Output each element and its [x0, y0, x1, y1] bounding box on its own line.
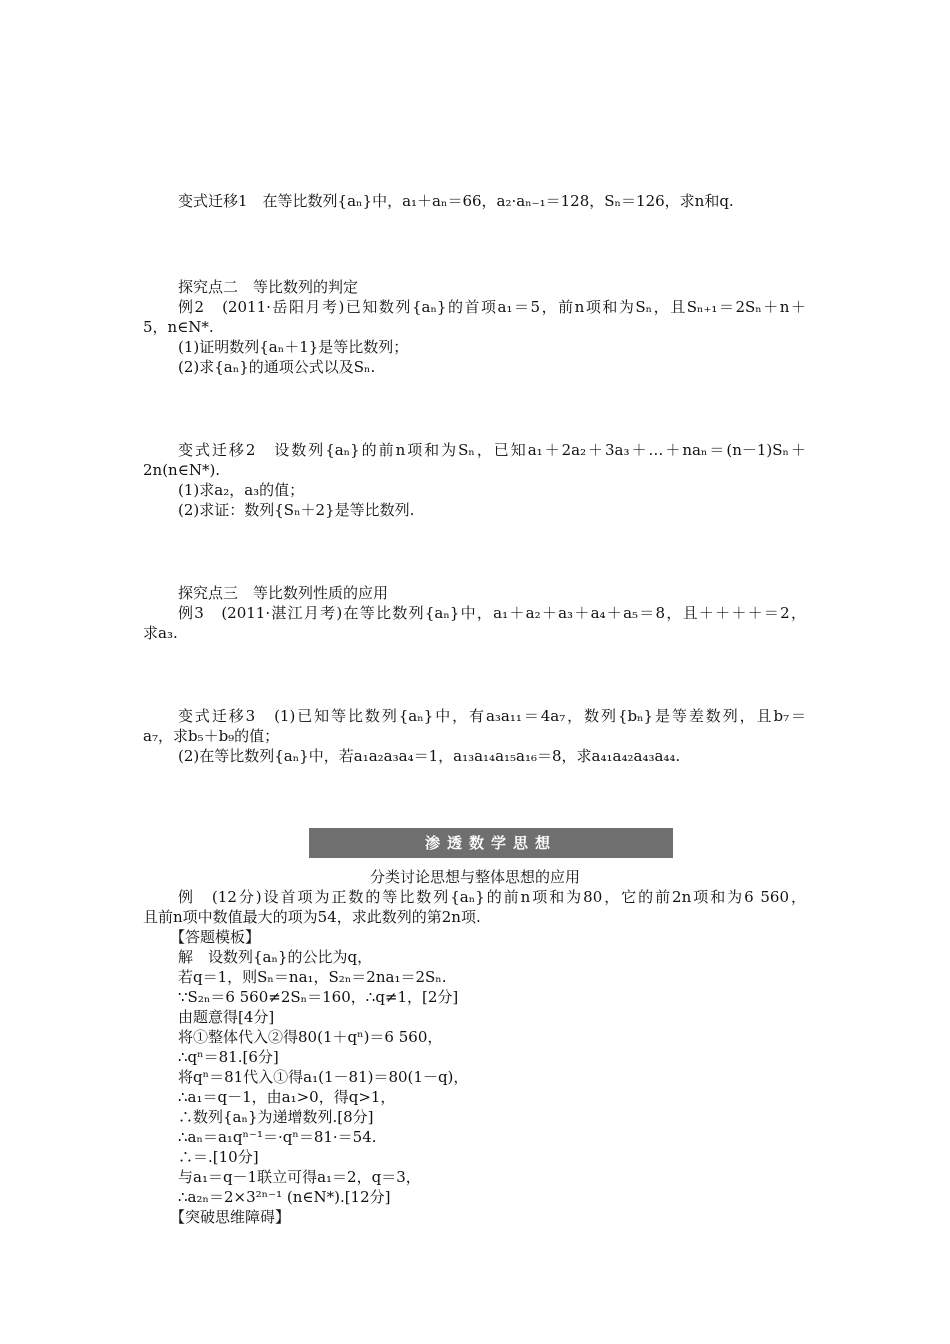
section-subtitle: 分类讨论思想与整体思想的应用 [369, 868, 580, 886]
solution-step: 将①整体代入②得80(1＋qⁿ)＝6 560， [178, 1028, 443, 1046]
solution-step: ∴qⁿ＝81.[6分] [178, 1048, 279, 1066]
variant-exercise-3-question-2: (2)在等比数列{aₙ}中，若a₁a₂a₃a₄＝1，a₁₃a₁₄a₁₅a₁₆＝8，求a₄₁a₄₂a₄₃a₄₄. [178, 747, 681, 765]
example-2-question-2: (2)求{aₙ}的通项公式以及Sₙ. [178, 358, 376, 376]
example-3-line-2: 求a₃. [143, 624, 178, 642]
solution-step: ∴＝.[10分] [178, 1148, 259, 1166]
section-heading-2: 探究点二 等比数列的判定 [178, 278, 359, 296]
example-3-line-1: 例3 (2011·湛江月考)在等比数列{aₙ}中，a₁＋a₂＋a₃＋a₄＋a₅＝8，且＋＋＋＋＝2， [178, 604, 806, 622]
solution-step: 解 设数列{aₙ}的公比为q， [178, 948, 373, 966]
solution-step: 将qⁿ＝81代入①得a₁(1－81)＝80(1－q)， [178, 1068, 469, 1086]
final-example-line-1: 例 (12分)设首项为正数的等比数列{aₙ}的前n项和为80，它的前2n项和为6 560， [178, 888, 806, 906]
solution-step: ∴a₂ₙ＝2×3²ⁿ⁻¹ (n∈N*).[12分] [178, 1188, 391, 1206]
section-heading-3: 探究点三 等比数列性质的应用 [178, 584, 389, 602]
answer-template-heading: 【答题模板】 [170, 928, 261, 946]
variant-exercise-1: 变式迁移1 在等比数列{aₙ}中，a₁＋aₙ＝66，a₂·aₙ₋₁＝128，Sₙ＝126，求n和q. [178, 192, 734, 210]
solution-step: ∴数列{aₙ}为递增数列.[8分] [178, 1108, 374, 1126]
solution-step: ∴a₁＝q－1，由a₁>0，得q>1， [178, 1088, 396, 1106]
final-example-line-2: 且前n项中数值最大的项为54，求此数列的第2n项. [143, 908, 481, 926]
breakthrough-heading: 【突破思维障碍】 [170, 1208, 291, 1226]
section-banner: 渗透数学思想 [309, 828, 673, 858]
solution-step: 与a₁＝q－1联立可得a₁＝2，q＝3， [178, 1168, 421, 1186]
variant-exercise-3-line-1: 变式迁移3 (1)已知等比数列{aₙ}中，有a₃a₁₁＝4a₇，数列{bₙ}是等差数列，且b₇＝ [178, 707, 806, 725]
variant-exercise-2-question-1: (1)求a₂，a₃的值； [178, 481, 305, 499]
solution-step: 若q＝1，则Sₙ＝na₁，S₂ₙ＝2na₁＝2Sₙ. [178, 968, 447, 986]
solution-step: 由题意得[4分] [178, 1008, 275, 1026]
variant-exercise-2-line-1: 变式迁移2 设数列{aₙ}的前n项和为Sₙ，已知a₁＋2a₂＋3a₃＋…＋naₙ＝(n－1)Sₙ＋ [178, 441, 806, 459]
variant-exercise-2-line-2: 2n(n∈N*). [143, 461, 221, 479]
example-2-line-2: 5，n∈N*. [143, 318, 214, 336]
variant-exercise-2-question-2: (2)求证：数列{Sₙ＋2}是等比数列. [178, 501, 415, 519]
solution-step: ∴aₙ＝a₁qⁿ⁻¹＝·qⁿ＝81·＝54. [178, 1128, 377, 1146]
variant-exercise-3-line-2: a₇，求b₅＋b₉的值； [143, 727, 280, 745]
example-2-question-1: (1)证明数列{aₙ＋1}是等比数列； [178, 338, 409, 356]
solution-step: ∵S₂ₙ＝6 560≠2Sₙ＝160，∴q≠1，[2分] [178, 988, 459, 1006]
example-2-line-1: 例2 (2011·岳阳月考)已知数列{aₙ}的首项a₁＝5，前n项和为Sₙ，且Sₙ₊₁＝2Sₙ＋n＋ [178, 298, 806, 316]
